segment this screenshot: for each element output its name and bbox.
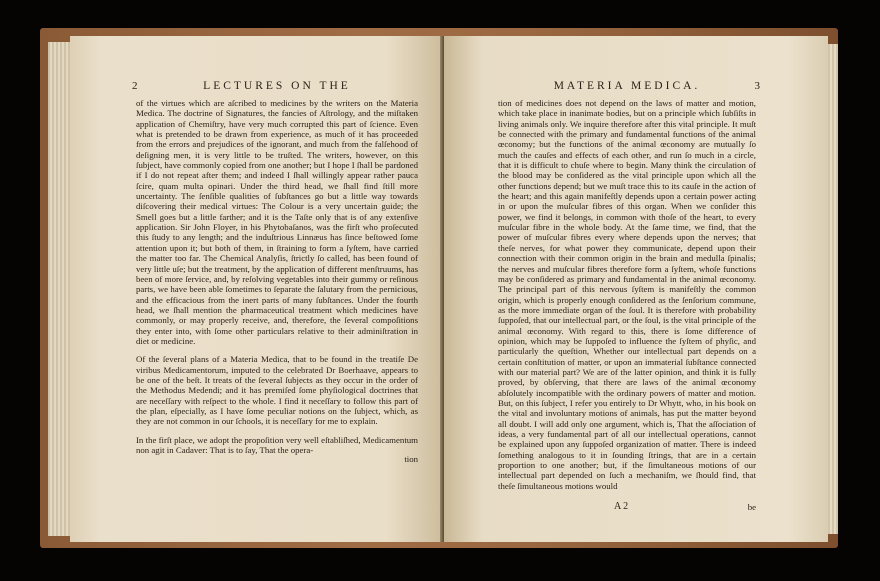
left-running-head: LECTURES ON THE xyxy=(203,80,351,92)
left-page-number: 2 xyxy=(132,80,138,92)
page-edges-left xyxy=(48,42,70,536)
page-edges-right xyxy=(828,44,838,534)
right-page-text xyxy=(498,98,756,491)
left-page xyxy=(70,36,442,542)
right-page-number: 3 xyxy=(754,80,760,92)
left-paragraph-3: In the firſt place, we adopt the propoſition very well eſtabliſhed, Medicamentum non agit in Cadaver: That is to ſay, That the opera- xyxy=(136,434,418,455)
right-page xyxy=(444,36,828,542)
right-catchword: be xyxy=(747,502,756,512)
right-paragraph-1: tion of medicines does not depend on the laws of matter and motion, which take place in inanimate bodies, but on a principle which ſubſiſts in living animals only. We inquire therefore after this vital principle. It muſt be connected with the primary and fundamental functions of the animal œconomy; but the functions of the animal œconomy are mutually ſo much the cauſes and effects of each other, and run ſo much in a circle, that it is difficult to chuſe where to begin. Many think the circulation of the blood may be conſidered as the vital principle upon which all the other functions depend; but we muſt trace this to its cauſe in the action of the heart; and this again manifeſtly depends upon a certain power acting in or upon the muſcular fibres of this organ. When we conſider this power, we find it belongs, in common with thoſe of the heart, to every muſcular fibre in the whole body. At the ſame time, we find, that the power of muſcular fibres every where depends upon the nerves; that theſe nerves, for what power they communicate, depend upon their connection with their common origin in the brain and medulla ſpinalis; the nerves and muſcular fibres therefore form a ſyſtem, whoſe functions may be conſidered as primary and fundamental in the animal œconomy. The principal part of this nervous ſyſtem is manifeſtly the common origin, which is properly enough conſidered as the ſenſorium commune, as the more immediate organ of the ſoul. It is therefore with probability ſuppoſed, that our intellectual part, or the ſoul, is the vital principle of the animal œconomy. With regard to this, there is ſome difference of opinion, which may be ſuppoſed to influence the ſyſtem of phyſic, and particularly the queſtion, Whether our intellectual part depends on a certain conſtitution of matter, or upon an immaterial ſubſtance connected with our material part? We are of the latter opinion, and think it is fully proved, by obſerving, that there are laws of the animal œconomy abſolutely incompatible with the ordinary powers of matter and motion. But, on this ſubject, I refer you entirely to Dr Whytt, who, in his book on the vital and involuntary motions of animals, has put the matter beyond all doubt. I will add only one argument, which is, That the aſſociation of ideas, a very fundamental part of all our intellectual operations, cannot be explained upon any ſuppoſed organization of matter. There is indeed ſomething analogous to it in ſounding ſtrings, that are in a certain proportion to one another; but, if the ſimultaneous motions of our intellectual part depended on ſuch a mechaniſm, we ſhould find, that theſe ſimultaneous motions would xyxy=(498,98,756,491)
right-page-header xyxy=(498,80,760,94)
left-catchword: tion xyxy=(404,454,418,465)
signature-mark: A 2 xyxy=(614,501,629,512)
left-page-text xyxy=(136,98,418,455)
left-paragraph-1: of the virtues which are aſcribed to medicines by the writers on the Materia Medica. The doctrine of Signatures, the fancies of Aſtrology, and the miſtaken application of Chemiſtry, have very much corrupted this part of ſcience. Even what is pretended to be drawn from experience, as much of it has proceeded from the errors and prejudices of the ignorant, and much from the falſehood of deſigning men, it is very little to be truſted. The writers, however, on this ſubject, have commonly copied from one another; but I hope I ſhall be pardoned if I do not repeat after them; and indeed I ſhall willingly appear rather pauca ſcire, quam multa opinari. Under the third head, we ſhall find ſtill more uncertainty. The ſenſible qualities of ſubſtances go but a little way towards diſcovering their medical virtues: The Colour is a very uncertain guide; the Smell goes but a little farther; and it is the Taſte only that is of any extenſive application. Sir John Floyer, in his Phytobaſanos, was the firſt who proſecuted this ſtudy to any length; and the induſtrious Linnæus has ſince beſtowed ſome attention upon it; but both of them, in ſtraining to form a ſyſtem, have carried the matter too far. The Chemical Analyſis, ſtrictly ſo called, has been found of very little uſe; but the treatment, by the application of different menſtruums, has been of more ſervice, and, by reſolving vegetables into their gummy or reſinous parts, we have been able ſometimes to ſeparate the ſalutary from the pernicious, and the efficacious from the inert parts of many ſubſtances. Under the fourth head, we ſhall mention the pharmaceutical treatment which medicines have commonly, or may properly receive, and, therefore, the ſeveral compoſitions they enter into, with ſome other particulars relative to their adminiſtration in diet or medicine. xyxy=(136,98,418,346)
left-paragraph-2: Of the ſeveral plans of a Materia Medica, that to be found in the treatiſe De viribus Medicamentorum, imputed to the celebrated Dr Boerhaave, appears to be one of the beſt. It treats of the ſeveral ſubjects as they occur in the order of the Methodus Medendi; and it has premiſed ſome phyſiological doctrines that are neceſſary with reſpect to the whole. I find it neceſſary to follow this part of the plan, eſpecially, as I have ſome peculiar notions on the ſubject, which, as they are not common in our ſchools, it is neceſſary for me to explain. xyxy=(136,354,418,427)
right-running-head: MATERIA MEDICA. xyxy=(553,80,701,92)
left-page-header xyxy=(132,80,418,94)
